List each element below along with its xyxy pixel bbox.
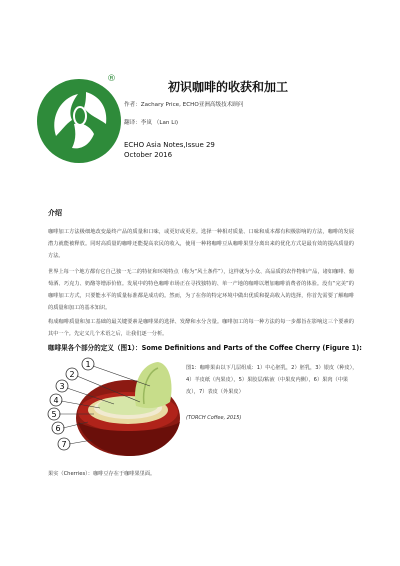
intro-paragraph-2: 世界上每一个地方都有它自己独一无二的特征和环境特点（称为“风土条件”），这样就为小众、高品质的农作物和产品，诸如咖啡、葡萄酒、巧克力、奶酪等增添价值。发展中的特色咖啡市场正在寻找独特的、单一产地的咖啡以增加咖啡消费者的体验。没有“完美”的咖啡加工方式，只要能水平的质量标准都是成功的。然而，为了在你的特定环境中做出优质和提高收入的选择，你首先需要了解咖啡的质量和加工的基本知识。 bbox=[48, 269, 354, 311]
intro-paragraph-3: 构成咖啡质量和加工基础的最关键要素是咖啡果的选择、发酵和水分含量。咖啡加工的每一种方法的每一步都旨在影响这三个要素的其中一个。先定义几个术语之后，让我们逐一分析。 bbox=[48, 319, 354, 337]
publication-info bbox=[124, 140, 215, 160]
registered-mark: ® bbox=[107, 74, 116, 84]
figure-caption: 图1：咖啡果由以下几层组成：1）中心胚乳，2）胚乳，3）银皮（种皮），4）羊皮纸（内果皮），5）果胶层/粘液（中果皮内侧），6）果肉（中果皮），7）表皮（外果皮） bbox=[186, 365, 358, 395]
label-1: 1 bbox=[85, 360, 91, 369]
label-6: 6 bbox=[55, 424, 61, 433]
translator-line: 翻译：李岚 （Lan Li) bbox=[124, 120, 179, 126]
intro-paragraph-1: 咖啡加工方法极细地改变最终产品的质量和口味，或更好或更差。选择一种相对质量、口味和成本都有积极影响的方法，咖啡的发展潜力就能被释放。同时高质量的咖啡还能提高农民的收入，使用一种将咖啡豆从咖啡果里分离出来的优化方式是最有效的提高质量的方法。 bbox=[48, 229, 354, 259]
publication-date: October 2016 bbox=[124, 151, 173, 159]
publication-name: ECHO Asia Notes,Issue 29 bbox=[124, 141, 215, 149]
label-5: 5 bbox=[51, 410, 57, 419]
cherries-definition: 果实（Cherries）：咖啡豆存在于咖啡果里面。 bbox=[48, 471, 156, 477]
figure-heading: 咖啡果各个部分的定义（图1）：Some Definitions and Parts of the Coffee Cherry (Figure 1): bbox=[48, 344, 362, 352]
figure-credit: (TORCH Coffee, 2015) bbox=[186, 415, 242, 421]
bean-half-shape bbox=[135, 362, 172, 408]
label-4: 4 bbox=[53, 396, 59, 405]
intro-heading: 介绍 bbox=[48, 209, 62, 217]
author-line: 作者：Zachary Price, ECHO亚洲高级技术顾问 bbox=[124, 102, 244, 108]
label-7: 7 bbox=[61, 440, 67, 449]
article-title: 初识咖啡的收获和加工 bbox=[168, 80, 289, 94]
label-2: 2 bbox=[69, 370, 75, 379]
echo-logo-icon bbox=[36, 78, 122, 164]
coffee-cherry-diagram bbox=[44, 356, 184, 460]
label-3: 3 bbox=[59, 382, 65, 391]
